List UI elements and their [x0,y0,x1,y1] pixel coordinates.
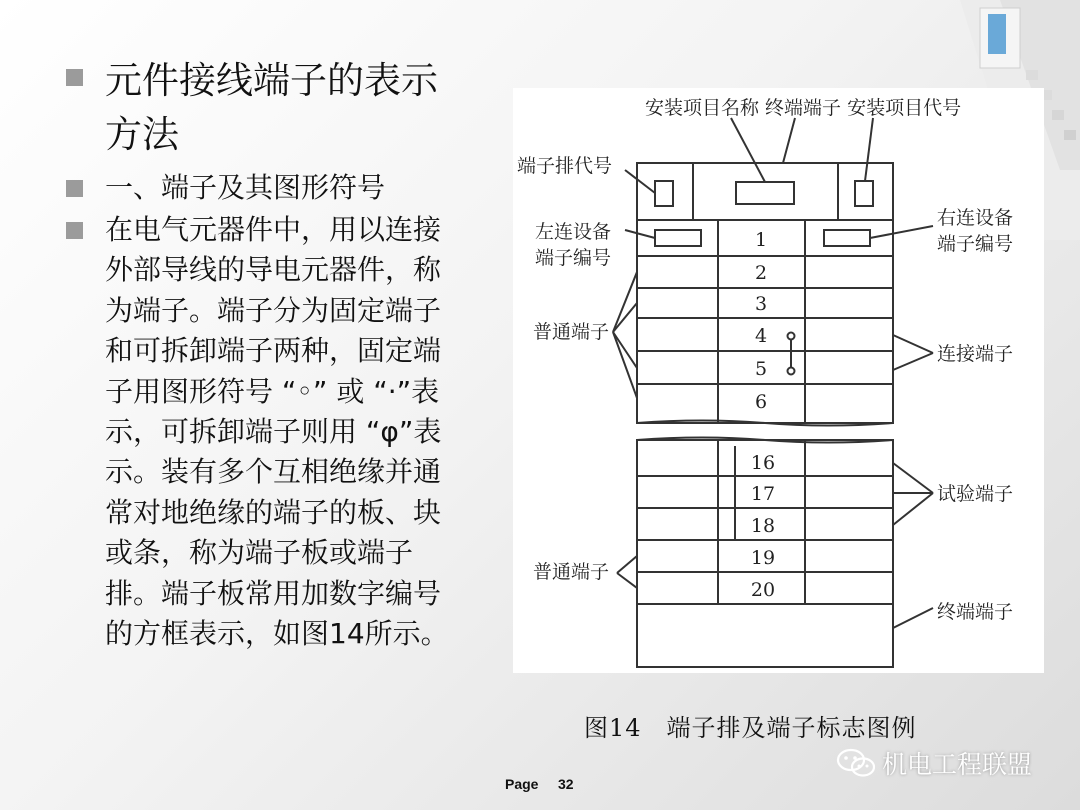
bullet-marker [66,180,83,197]
bullet-section [66,168,466,208]
label-test-terminals: 试验端子 [937,483,1014,505]
terminal-number: 2 [754,262,768,284]
page-label: Page [505,776,539,792]
terminal-number: 17 [750,483,776,505]
label-left-device-1: 左连设备 [535,221,612,243]
terminal-number: 6 [754,391,768,413]
terminal-number: 4 [754,325,768,347]
terminal-block-diagram [513,88,1044,673]
right-device-box [824,230,870,246]
label-terminal-block-code: 端子排代号 [517,155,613,177]
label-ordinary-bottom: 普通端子 [533,561,610,583]
slide-title: 元件接线端子的表示方法 [105,59,438,156]
bullet-body [66,210,466,654]
project-code-box [855,181,873,206]
left-device-box [655,230,701,246]
page-number: 32 [558,776,574,792]
label-right-device-2: 端子编号 [937,233,1014,255]
bullet-marker [66,222,83,239]
terminal-number: 20 [750,579,776,601]
label-ordinary-top: 普通端子 [533,321,610,343]
label-link-terminals: 连接端子 [937,343,1014,365]
terminal-number: 16 [750,452,776,474]
terminal-number: 19 [750,547,776,569]
wechat-icon [836,747,876,779]
terminal-number: 18 [750,515,776,537]
figure-caption: 图14 端子排及端子标志图例 [584,714,917,742]
label-end-terminal: 终端端子 [937,601,1014,623]
watermark-text: 机电工程联盟 [882,750,1033,779]
project-name-box [736,182,794,204]
label-right-device-1: 右连设备 [937,207,1014,229]
body-text: 在电气元器件中，用以连接外部导线的导电元器件，称为端子。端子分为固定端子和可拆卸端子两种，固定端子用图形符号 “◦” 或 “·”表示，可拆卸端子则用 “φ”表示。装有多个互相绝缘并通常对地绝缘的端子的板、块或条，称为端子板或端子排。端子板常用加数字编号的方框表示，如图14所示。 [105,213,449,651]
terminal-number: 1 [754,229,768,251]
label-left-device-2: 端子编号 [535,247,612,269]
label-top: 安装项目名称 终端端子 安装项目代号 [645,97,962,119]
section-heading: 一、端子及其图形符号 [105,171,386,204]
diagram-svg [513,88,1044,673]
bullet-marker [66,69,83,86]
terminal-block-code-box [655,181,673,206]
terminal-number: 5 [754,358,768,380]
bullet-list [66,54,466,654]
terminal-number: 3 [754,293,768,315]
bullet-title [66,54,466,162]
watermark [836,745,1032,781]
